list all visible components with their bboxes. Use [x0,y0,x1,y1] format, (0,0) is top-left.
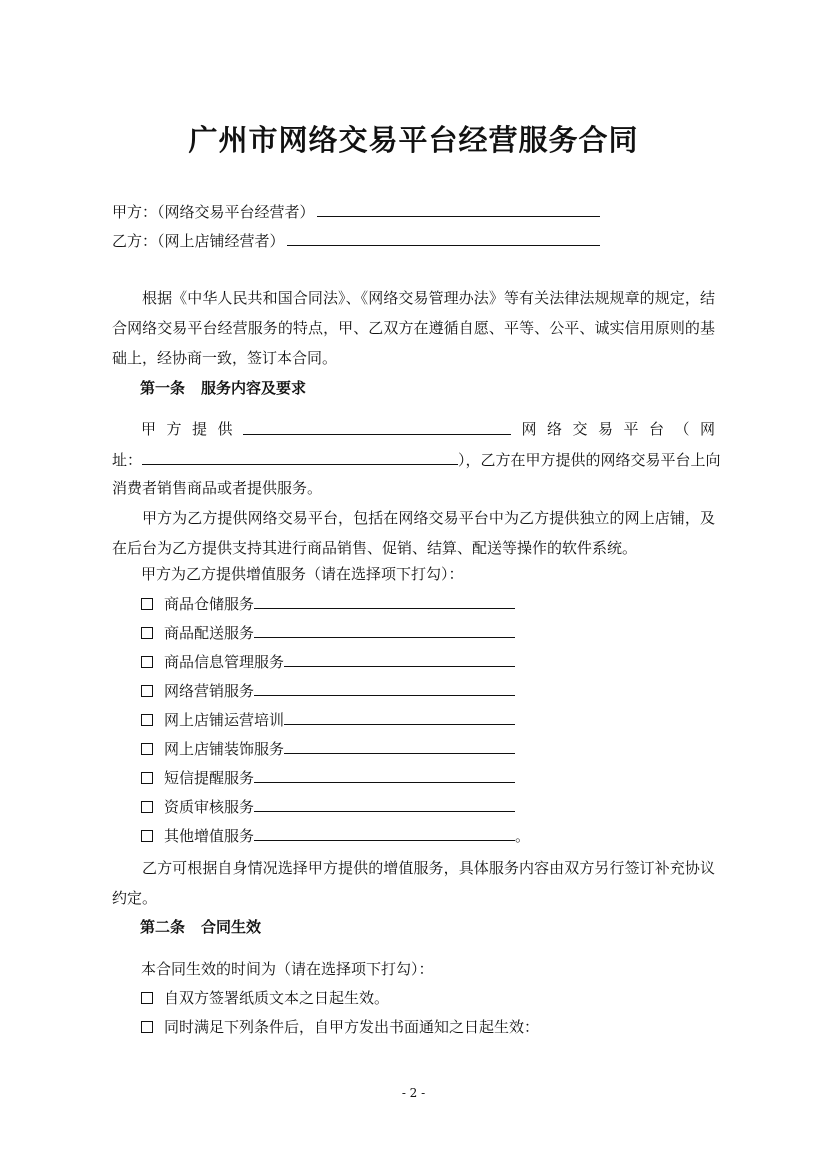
service-detail-blank[interactable] [284,651,515,667]
effective-time-intro: 本合同生效的时间为（请在选择项下打勾）： [141,960,434,978]
article1-number: 第一条 [140,379,186,397]
checkbox-icon[interactable] [141,743,153,755]
checkbox-icon[interactable] [141,992,153,1004]
article1-heading [140,378,306,398]
service-item [141,709,746,730]
intro-paragraph: 根据《中华人民共和国合同法》、《网络交易管理办法》等有关法律法规规章的规定，结合网络交易平台经营服务的特点，甲、乙双方在遵循自愿、平等、公平、诚实信用原则的基础上，经协商一致，签订本合同。 [112,289,715,367]
platform-provision-line [141,419,715,439]
checkbox-icon[interactable] [141,772,153,784]
effective-option-label: 自双方签署纸质文本之日起生效。 [164,989,390,1007]
party-b-label: 乙方：（网上店铺经营者） [112,232,285,250]
service-detail-blank[interactable] [254,622,515,638]
service-detail-blank[interactable] [254,767,515,783]
checkbox-icon[interactable] [141,1021,153,1033]
platform-name-blank[interactable] [243,419,511,435]
party-a-line [112,201,717,222]
checkbox-icon[interactable] [141,598,153,610]
service-detail-blank[interactable] [254,825,515,841]
service-label: 短信提醒服务 [164,769,255,787]
article2-number: 第二条 [140,918,186,936]
justified-char: 交 [572,420,588,438]
checkbox-icon[interactable] [141,714,153,726]
service-item [141,825,746,846]
service-item [141,680,746,701]
effective-option-label: 同时满足下列条件后，自甲方发出书面通知之日起生效： [164,1018,540,1036]
checkbox-icon[interactable] [141,685,153,697]
article2-heading [140,917,261,937]
checkbox-icon[interactable] [141,801,153,813]
justified-char: 供 [217,420,233,438]
platform-url-line [112,449,721,470]
justified-char: 甲 [141,420,157,438]
justified-char: 方 [166,420,182,438]
justified-char: 网 [521,420,537,438]
list-end-mark: 。 [515,827,531,845]
service-item [141,651,746,672]
service-label: 资质审核服务 [164,798,255,816]
service-closing-paragraph: 乙方可根据自身情况选择甲方提供的增值服务，具体服务内容由双方另行签订补充协议约定。 [112,859,715,907]
article1-title: 服务内容及要求 [201,379,307,397]
service-detail-blank[interactable] [284,738,515,754]
justified-char: 平 [623,420,639,438]
value-added-intro: 甲方为乙方提供增值服务（请在选择项下打勾）： [141,565,464,583]
document-title: 广州市网络交易平台经营服务合同 [188,123,639,157]
checkbox-icon[interactable] [141,627,153,639]
checkbox-icon[interactable] [141,656,153,668]
page-number: - 2 - [401,1086,426,1100]
service-item [141,796,746,817]
justified-char: 络 [546,420,562,438]
platform-line-end: 消费者销售商品或者提供服务。 [112,479,323,497]
service-label: 商品信息管理服务 [164,653,285,671]
party-b-blank[interactable] [287,230,600,246]
party-a-label: 甲方：（网络交易平台经营者） [112,203,315,221]
service-item [141,767,746,788]
justified-char: 网 [699,420,715,438]
justified-char: （ [674,420,690,438]
party-b-line [112,230,717,251]
url-label: 址： [112,451,143,469]
checkbox-icon[interactable] [141,830,153,842]
service-detail-blank[interactable] [254,680,515,696]
service-item [141,738,746,759]
url-line-text: ），乙方在甲方提供的网络交易平台上向 [458,451,721,469]
service-detail-blank[interactable] [284,709,515,725]
article2-title: 合同生效 [201,918,262,936]
platform-description-paragraph: 甲方为乙方提供网络交易平台，包括在网络交易平台中为乙方提供独立的网上店铺，及在后台为乙方提供支持其进行商品销售、促销、结算、配送等操作的软件系统。 [112,509,715,557]
justified-char: 提 [192,420,208,438]
platform-url-blank[interactable] [142,449,458,465]
service-label: 其他增值服务 [164,827,255,845]
effective-option-item [141,988,746,1008]
service-label: 商品配送服务 [164,624,255,642]
service-item [141,593,746,614]
service-label: 网上店铺运营培训 [164,711,285,729]
service-label: 网络营销服务 [164,682,255,700]
justified-char: 台 [648,420,664,438]
service-detail-blank[interactable] [254,593,515,609]
service-label: 商品仓储服务 [164,595,255,613]
service-label: 网上店铺装饰服务 [164,740,285,758]
service-item [141,622,746,643]
party-a-blank[interactable] [317,201,600,217]
effective-option-item [141,1017,746,1037]
justified-char: 易 [597,420,613,438]
service-detail-blank[interactable] [254,796,515,812]
